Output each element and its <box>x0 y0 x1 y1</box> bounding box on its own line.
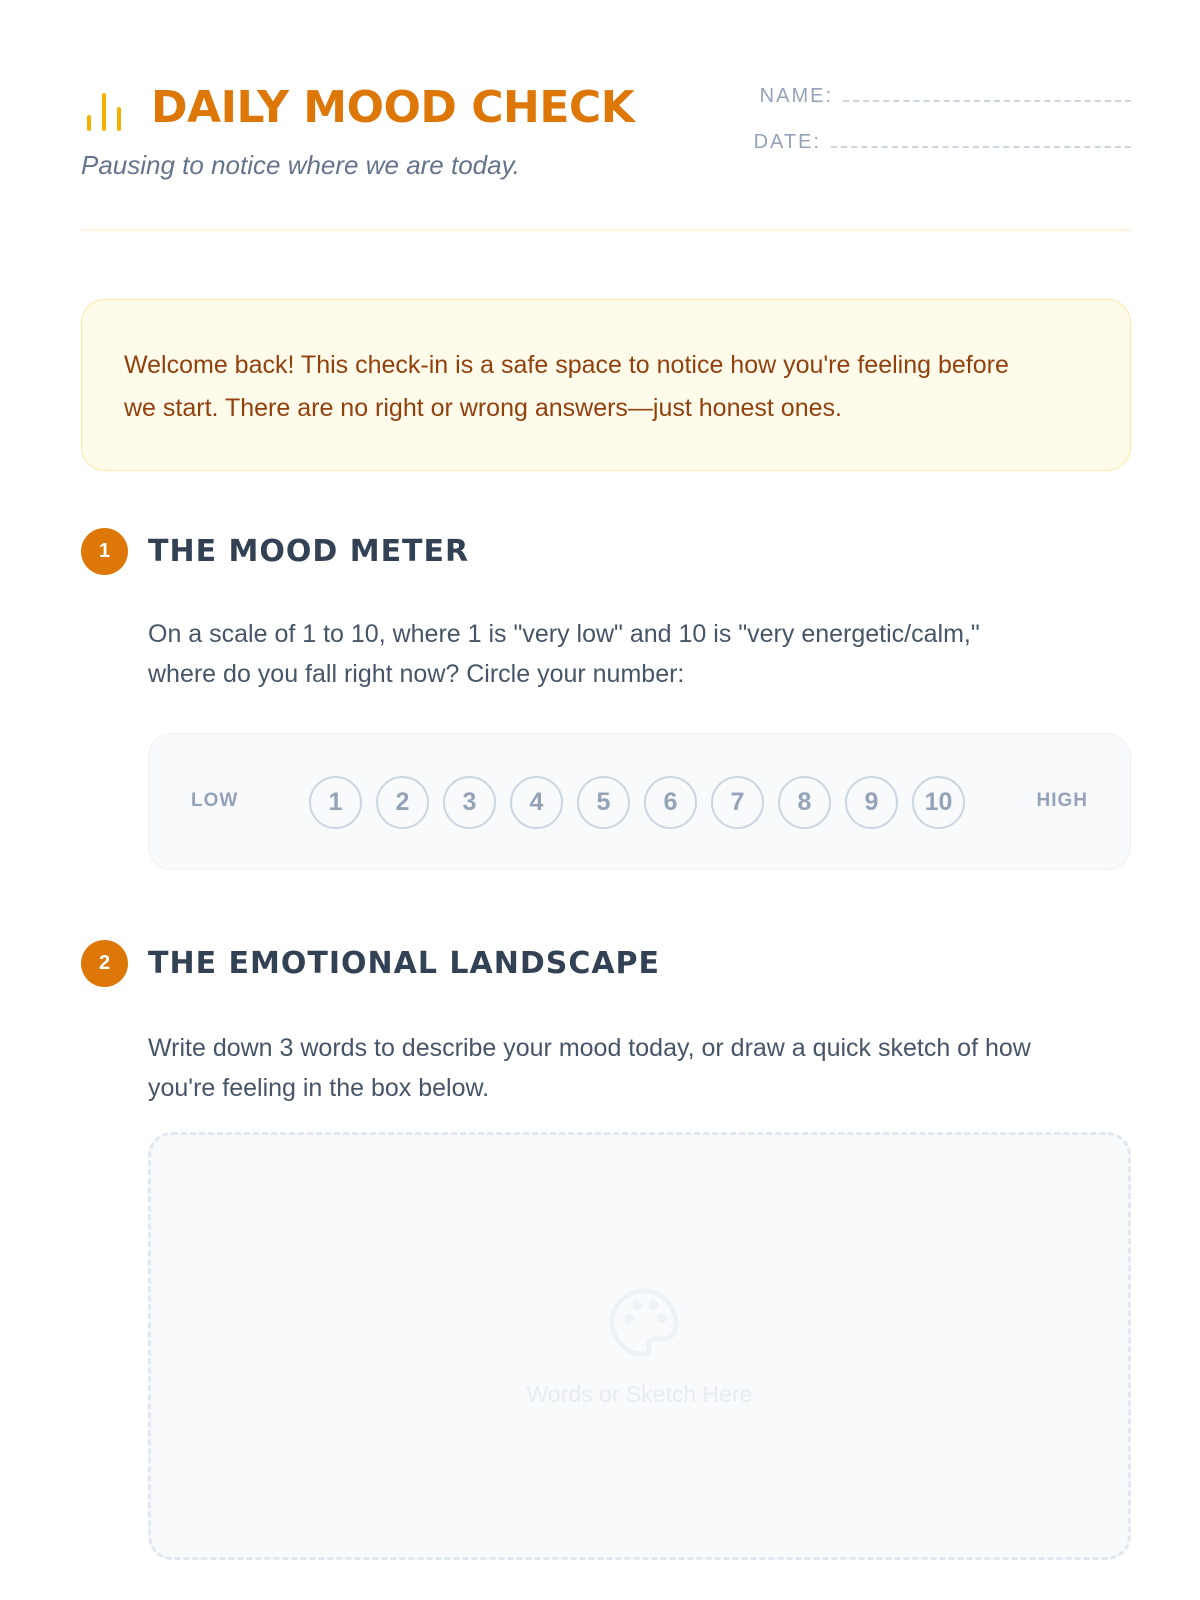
landscape-line-1: Write down 3 words to describe your mood today, or draw a quick sketch of how <box>148 1034 1031 1062</box>
sketch-area[interactable] <box>148 1132 1131 1560</box>
scale-number[interactable]: 3 <box>443 776 496 829</box>
section-number-badge: 1 <box>81 528 128 575</box>
date-label: DATE: <box>753 131 821 153</box>
section-number-badge: 2 <box>81 940 128 987</box>
page-header <box>81 80 1131 230</box>
scale-number[interactable]: 6 <box>644 776 697 829</box>
name-row <box>751 84 1131 130</box>
page-title: DAILY MOOD CHECK <box>151 82 635 133</box>
header-divider <box>81 229 1131 231</box>
name-label: NAME: <box>759 85 833 107</box>
section-mood-meter-heading <box>81 528 469 575</box>
bar-chart-icon <box>81 83 125 133</box>
date-row <box>751 130 1131 176</box>
palette-icon <box>606 1285 682 1361</box>
mood-meter-line-1: On a scale of 1 to 10, where 1 is "very low" and 10 is "very energetic/calm," <box>148 620 980 648</box>
scale-number[interactable]: 2 <box>376 776 429 829</box>
scale-number[interactable]: 8 <box>778 776 831 829</box>
scale-number[interactable]: 7 <box>711 776 764 829</box>
landscape-line-2: you're feeling in the box below. <box>148 1074 490 1102</box>
scale-number[interactable]: 10 <box>912 776 965 829</box>
scale-low-label: LOW <box>191 790 239 811</box>
scale-number[interactable]: 5 <box>577 776 630 829</box>
scale-number[interactable]: 4 <box>510 776 563 829</box>
scale-high-label: HIGH <box>1036 790 1088 811</box>
welcome-line-1: Welcome back! This check-in is a safe space to notice how you're feeling before <box>124 351 1009 379</box>
sketch-placeholder: Words or Sketch Here <box>526 1381 753 1407</box>
brand <box>81 80 634 136</box>
scale-numbers <box>309 776 979 829</box>
section-title: THE MOOD METER <box>148 534 470 569</box>
date-field[interactable] <box>831 130 1131 148</box>
student-info <box>751 84 1131 176</box>
welcome-box <box>81 299 1131 471</box>
scale-number[interactable]: 1 <box>309 776 362 829</box>
page-subtitle: Pausing to notice where we are today. <box>81 150 520 180</box>
mood-meter-instructions <box>148 614 1138 694</box>
emotional-landscape-instructions <box>148 1028 1138 1108</box>
name-field[interactable] <box>843 84 1131 102</box>
mood-scale <box>148 733 1131 870</box>
welcome-line-2: we start. There are no right or wrong answers—just honest ones. <box>124 394 842 422</box>
welcome-text <box>124 344 1090 430</box>
section-title: THE EMOTIONAL LANDSCAPE <box>148 946 661 981</box>
scale-number[interactable]: 9 <box>845 776 898 829</box>
section-emotional-landscape-heading <box>81 940 660 987</box>
mood-meter-line-2: where do you fall right now? Circle your number: <box>148 660 685 688</box>
